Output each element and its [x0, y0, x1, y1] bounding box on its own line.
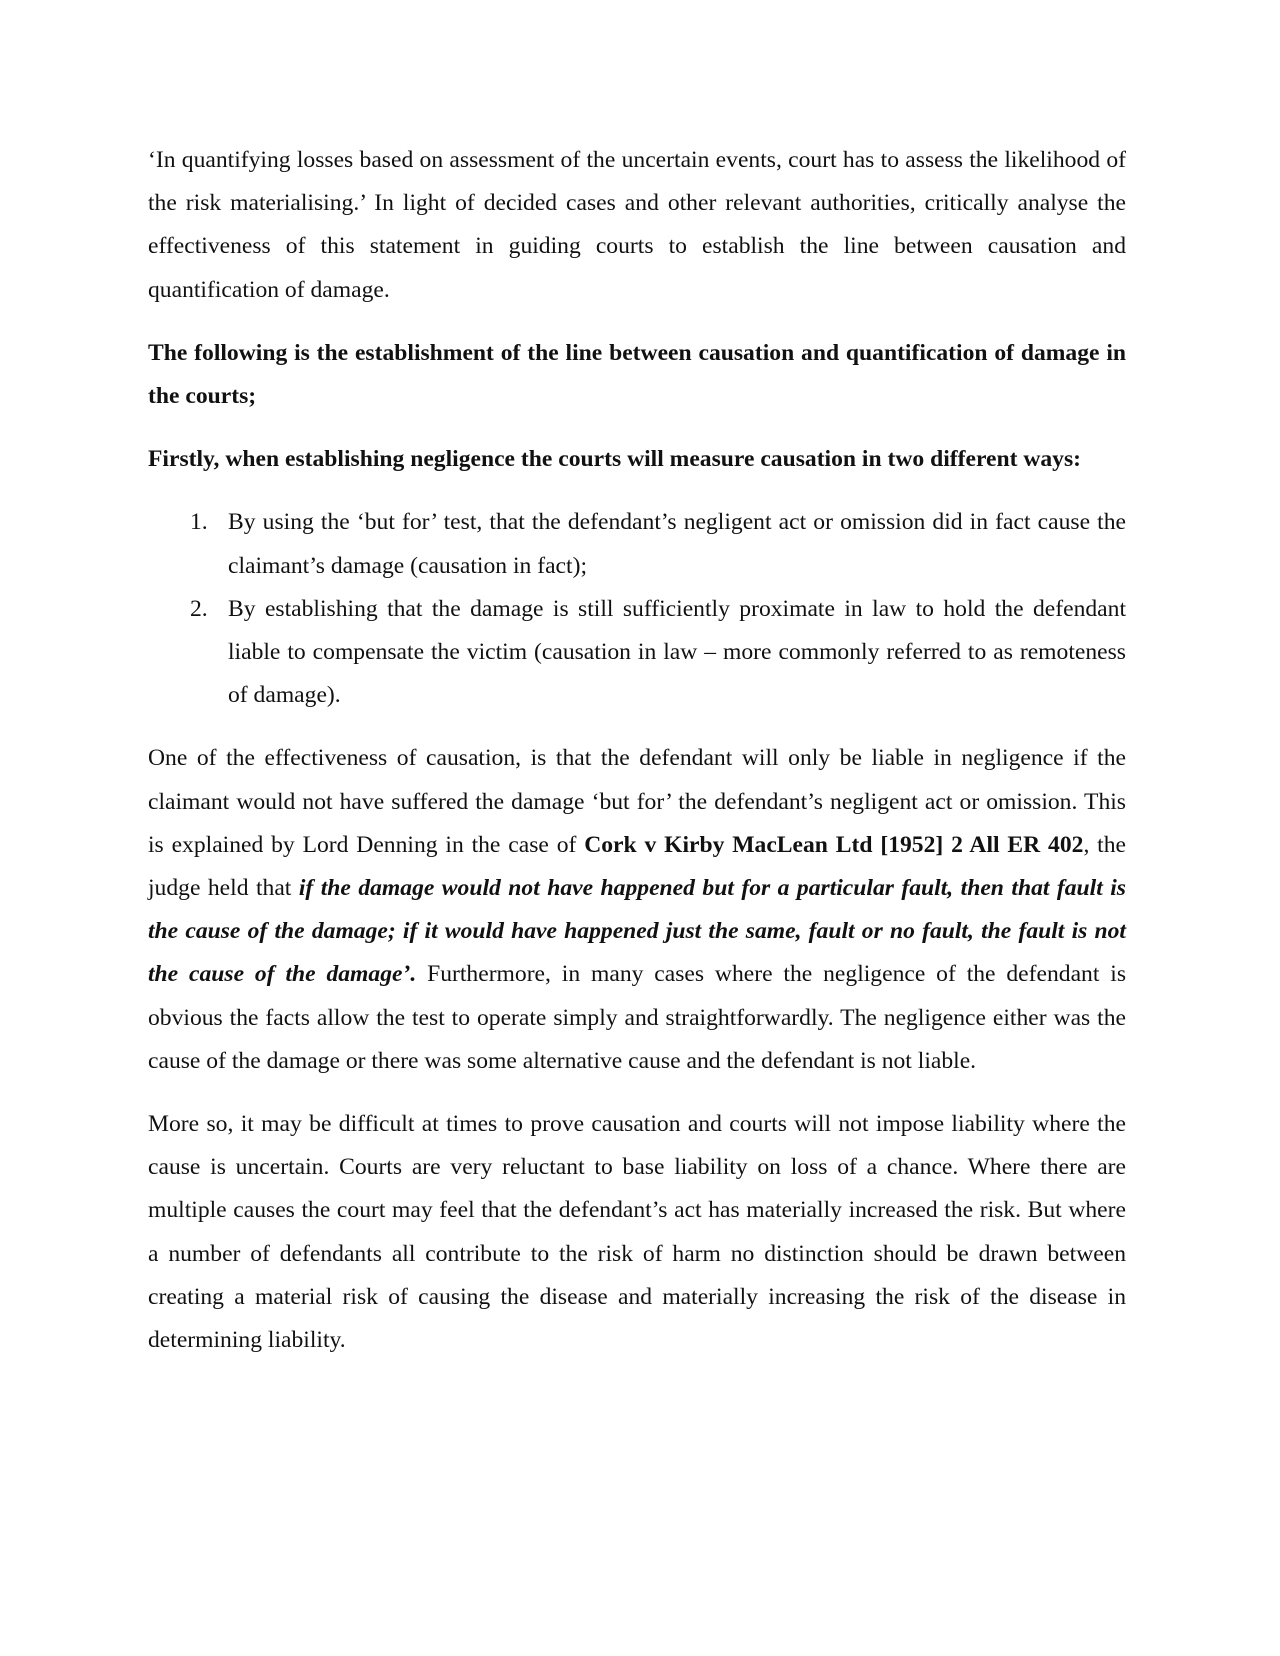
- list-item-number: 2.: [190, 595, 208, 622]
- case-citation: Cork v Kirby MacLean Ltd [1952] 2 All ER 402: [584, 831, 1084, 858]
- list-item-number: 1.: [190, 509, 208, 536]
- uncertain-causation-paragraph: More so, it may be difficult at times to prove causation and courts will not impose liability where the cause is uncertain. Courts are very reluctant to base liability on loss of a chance. Where there are multiple causes the court may feel that the defendant’s act has materially increased the risk. But where a number of defendants all contribute to the risk of harm no distinction should be drawn between creating a material risk of causing the disease and materially increasing the risk of the disease in determining liability.: [148, 1111, 1126, 1354]
- paragraph-text: , the judge held that: [148, 831, 1127, 902]
- list-item-text: By using the ‘but for’ test, that the defendant’s negligent act or omission did in fact cause the claimant’s damage (causation in fact);: [228, 509, 1126, 579]
- judgment-quote: if the damage would not have happened but for a particular fault, then that fault is the cause of the damage; if it would have happened just the same, fault or no fault, the fault is not the cause of the damage’.: [148, 875, 1126, 988]
- heading-line-between-causation: The following is the establishment of the line between causation and quantification of damage in the courts;: [148, 339, 1126, 410]
- paragraph-text: Furthermore, in many cases where the negligence of the defendant is obvious the facts allow the test to operate simply and straightforwardly. The negligence either was the cause of the damage or there was some alternative cause and the defendant is not liable.: [148, 961, 1126, 1074]
- list-item: [148, 501, 1126, 587]
- heading-two-ways: Firstly, when establishing negligence the courts will measure causation in two different ways:: [148, 446, 1082, 473]
- question-paragraph: ‘In quantifying losses based on assessment of the uncertain events, court has to assess the likelihood of the risk materialising.’ In light of decided cases and other relevant authorities, critically analyse the effectiveness of this statement in guiding courts to establish the line between causation and quantification of damage.: [148, 147, 1126, 303]
- document-page: [148, 139, 1126, 1362]
- but-for-test-paragraph: [148, 737, 1126, 1083]
- causation-methods-list: [148, 501, 1126, 717]
- list-item: [148, 588, 1126, 718]
- list-item-text: By establishing that the damage is still sufficiently proximate in law to hold the defendant liable to compensate the victim (causation in law – more commonly referred to as remoteness of damage).: [228, 595, 1126, 709]
- paragraph-text: One of the effectiveness of causation, is that the defendant will only be liable in negligence if the claimant would not have suffered the damage ‘but for’ the defendant’s negligent act or omission. This is explained by Lord Denning in the case of: [148, 745, 1126, 858]
